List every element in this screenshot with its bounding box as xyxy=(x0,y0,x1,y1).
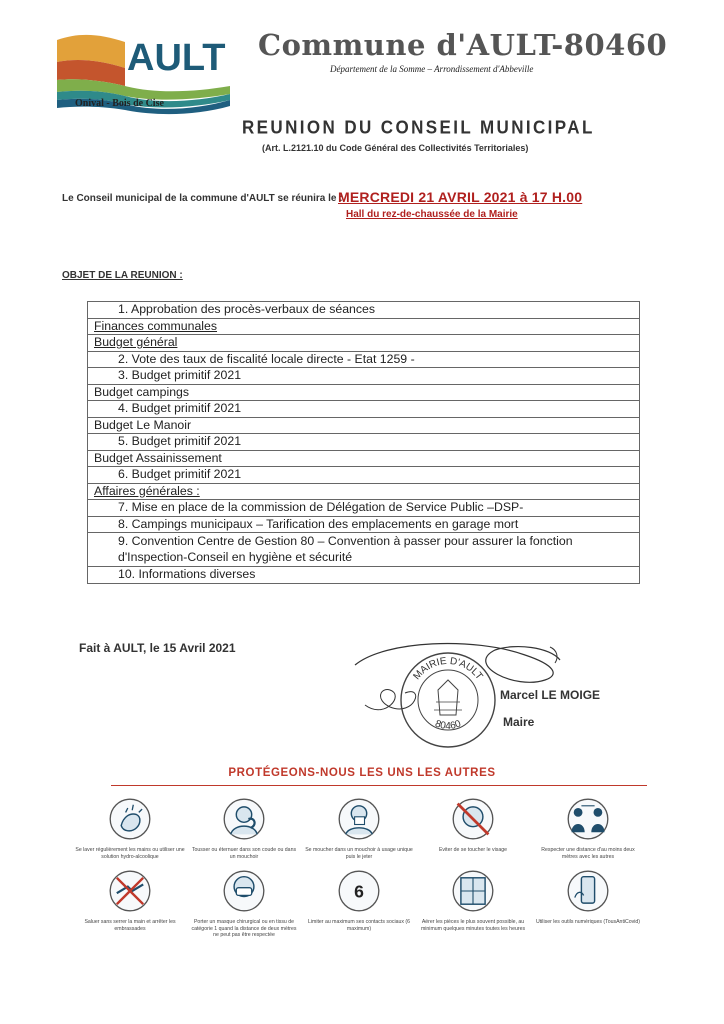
meeting-place: Hall du rez-de-chaussée de la Mairie xyxy=(346,209,518,220)
gesture-caption: Respecter une distance d'au moins deux mètres avec les autres xyxy=(541,847,635,860)
covid-gesture xyxy=(189,869,299,939)
agenda-row xyxy=(88,318,640,335)
agenda-row xyxy=(88,434,640,451)
agenda-row xyxy=(88,483,640,500)
agenda-row xyxy=(88,516,640,533)
ventilate-icon xyxy=(451,869,495,913)
covid-gesture xyxy=(533,797,643,860)
logo-text: AULT xyxy=(127,37,226,79)
agenda-item: 5. Budget primitif 2021 xyxy=(88,434,640,451)
meeting-date: MERCREDI 21 AVRIL 2021 à 17 H.00 xyxy=(338,189,583,205)
agenda-row xyxy=(88,500,640,517)
stamp-bottom-text: 80460 xyxy=(433,718,463,732)
signer-name: Marcel LE MOIGE xyxy=(500,688,601,702)
covid-gesture xyxy=(418,797,528,854)
gesture-caption: Limiter au maximum ses contacts sociaux (6 maximum) xyxy=(307,919,411,932)
agenda-section: Affaires générales : xyxy=(88,483,640,500)
agenda-item: 8. Campings municipaux – Tarification des emplacements en garage mort xyxy=(88,516,640,533)
made-at: Fait à AULT, le 15 Avril 2021 xyxy=(79,641,236,655)
limit-number: 6 xyxy=(354,881,364,902)
agenda-row xyxy=(88,351,640,368)
agenda-item: 10. Informations diverses xyxy=(88,567,640,584)
agenda-item: 7. Mise en place de la commission de Délégation de Service Public –DSP- xyxy=(88,500,640,517)
agenda-section: Finances communales xyxy=(88,318,640,335)
agenda-section: Budget Le Manoir xyxy=(88,417,640,434)
logo-subtitle: Onival - Bois de Cise xyxy=(75,98,164,109)
agenda-row xyxy=(88,467,640,484)
covid-gesture xyxy=(75,869,185,932)
commune-subtitle: Département de la Somme – Arrondissement d'Abbeville xyxy=(330,64,534,74)
gesture-caption: Se laver régulièrement les mains ou utiliser une solution hydro-alcoolique xyxy=(75,847,185,860)
covid-gesture xyxy=(189,797,299,860)
stamp-top-text: MAIRIE D'AULT xyxy=(411,655,485,683)
covid-gesture xyxy=(75,797,185,860)
covid-divider xyxy=(111,785,647,786)
gesture-caption: Tousser ou éternuer dans son coude ou dans un mouchoir xyxy=(191,847,297,860)
ault-logo xyxy=(55,28,235,120)
agenda-heading: OBJET DE LA REUNION : xyxy=(62,270,183,281)
agenda-table xyxy=(87,301,640,584)
gesture-caption: Se moucher dans un mouchoir à usage unique puis le jeter xyxy=(305,847,413,860)
cough-elbow-icon xyxy=(222,797,266,841)
limit-six-icon xyxy=(337,869,381,913)
no-face-touch-icon xyxy=(451,797,495,841)
gesture-caption: Eviter de se toucher le visage xyxy=(438,847,508,853)
gesture-caption: Saluer sans serrer la main et arrêter les embrassades xyxy=(84,919,176,932)
legal-reference: (Art. L.2121.10 du Code Général des Collectivités Territoriales) xyxy=(262,143,529,153)
gesture-caption: Porter un masque chirurgical ou en tissu de catégorie 1 quand la distance de deux mètres ne peut pas être respectée xyxy=(191,919,297,938)
gesture-caption: Aérer les pièces le plus souvent possible, au minimum quelques minutes toutes les heures xyxy=(420,919,526,932)
mairie-stamp xyxy=(398,650,498,750)
agenda-section: Budget Assainissement xyxy=(88,450,640,467)
gesture-caption: Utiliser les outils numériques (TousAntiCovid) xyxy=(535,919,641,925)
meeting-title: REUNION DU CONSEIL MUNICIPAL xyxy=(242,117,595,138)
covid-gesture xyxy=(304,797,414,860)
agenda-row xyxy=(88,533,640,567)
agenda-item: 2. Vote des taux de fiscalité locale directe - Etat 1259 - xyxy=(88,351,640,368)
agenda-section: Budget général xyxy=(88,335,640,352)
agenda-item: 1. Approbation des procès-verbaux de séances xyxy=(88,302,640,319)
agenda-item: 4. Budget primitif 2021 xyxy=(88,401,640,418)
agenda-row xyxy=(88,567,640,584)
covid-gesture xyxy=(304,869,414,932)
phone-app-icon xyxy=(566,869,610,913)
agenda-item: 9. Convention Centre de Gestion 80 – Convention à passer pour assurer la fonction d'Inspection-Conseil en hygiène et sécurité xyxy=(88,533,640,567)
covid-title: PROTÉGEONS-NOUS LES UNS LES AUTRES xyxy=(228,767,496,779)
agenda-item: 6. Budget primitif 2021 xyxy=(88,467,640,484)
agenda-row xyxy=(88,384,640,401)
hand-wash-icon xyxy=(108,797,152,841)
covid-gesture xyxy=(533,869,643,926)
no-handshake-icon xyxy=(108,869,152,913)
agenda-row xyxy=(88,450,640,467)
agenda-row xyxy=(88,335,640,352)
agenda-row xyxy=(88,417,640,434)
covid-gesture xyxy=(418,869,528,932)
agenda-item: 3. Budget primitif 2021 xyxy=(88,368,640,385)
mask-icon xyxy=(222,869,266,913)
agenda-row xyxy=(88,368,640,385)
signer-title: Maire xyxy=(503,715,535,729)
convocation-text: Le Conseil municipal de la commune d'AULT se réunira le : xyxy=(62,193,343,204)
tissue-icon xyxy=(337,797,381,841)
svg-text:80460 xyxy=(433,718,463,732)
distance-icon xyxy=(566,797,610,841)
agenda-row xyxy=(88,302,640,319)
commune-title: Commune d'AULT-80460 xyxy=(258,28,668,62)
agenda-row xyxy=(88,401,640,418)
agenda-section: Budget campings xyxy=(88,384,640,401)
